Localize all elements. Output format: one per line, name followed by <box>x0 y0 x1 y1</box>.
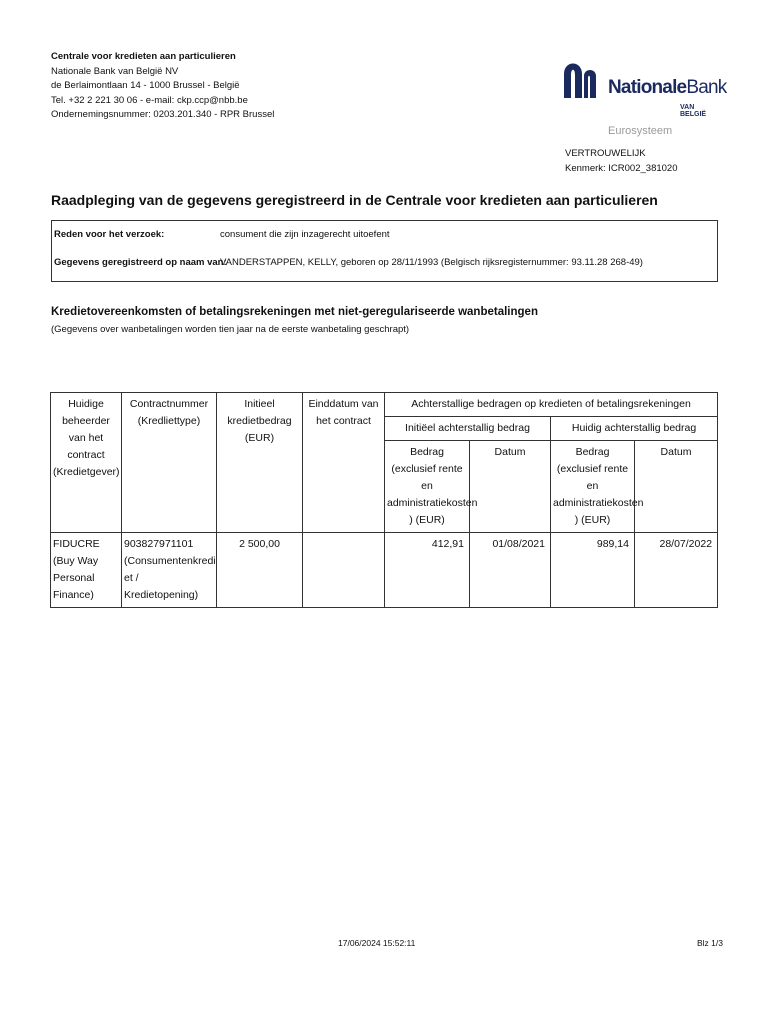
logo-word-main: Nationale <box>608 77 687 98</box>
logo-subtitle: VAN BELGIË <box>680 104 707 118</box>
header-current-arrears: Huidig achterstallig bedrag <box>551 417 718 441</box>
logo-word-light: Bank <box>686 77 727 98</box>
reason-label: Reden voor het verzoek: <box>54 229 165 240</box>
confidential-block <box>565 147 678 176</box>
header-initial-arrears: Initiëel achterstallig bedrag <box>385 417 551 441</box>
cell-manager: FIDUCRE (Buy Way Personal Finance) <box>51 533 122 608</box>
cell-current-amount: 989,14 <box>551 533 635 608</box>
name-label: Gegevens geregistreerd op naam van: <box>54 257 227 268</box>
reference-number: Kenmerk: ICR002_381020 <box>565 162 678 174</box>
cell-initial-amount: 412,91 <box>385 533 470 608</box>
section-note: (Gegevens over wanbetalingen worden tien jaar na de eerste wanbetaling geschrapt) <box>51 324 410 335</box>
header-amount: Initieel kredietbedrag (EUR) <box>217 393 303 533</box>
footer-timestamp: 17/06/2024 15:52:11 <box>338 938 416 948</box>
header-current-sum: Bedrag (exclusief rente en administratiekosten ) (EUR) <box>551 441 635 533</box>
reason-value: consument die zijn inzagerecht uitoefent <box>220 229 390 240</box>
document-title: Raadpleging van de gegevens geregistreerd in de Centrale voor kredieten aan particulieren <box>51 192 658 208</box>
header-initial-sum: Bedrag (exclusief rente en administratiekosten ) (EUR) <box>385 441 470 533</box>
sender-line-4: Ondernemingsnummer: 0203.201.340 - RPR Brussel <box>51 109 275 121</box>
sender-line-2: de Berlaimontlaan 14 - 1000 Brussel - België <box>51 80 240 92</box>
section-title: Kredietovereenkomsten of betalingsrekeningen met niet-geregulariseerde wanbetalingen <box>51 306 538 318</box>
header-current-date: Datum <box>635 441 718 533</box>
name-value: VANDERSTAPPEN, KELLY, geboren op 28/11/1993 (Belgisch rijksregisternummer: 93.11.28 268-49) <box>220 257 643 268</box>
nbb-logo <box>562 56 727 142</box>
header-contract: Contractnummer (Kredliettype) <box>122 393 217 533</box>
nbb-logo-icon <box>562 56 606 100</box>
request-info-box <box>51 220 718 282</box>
header-initial-date: Datum <box>470 441 551 533</box>
cell-current-date: 28/07/2022 <box>635 533 718 608</box>
logo-wordmark <box>608 77 726 99</box>
cell-amount: 2 500,00 <box>217 533 303 608</box>
sender-line-3: Tel. +32 2 221 30 06 - e-mail: ckp.ccp@nbb.be <box>51 94 248 106</box>
sender-block <box>51 50 274 123</box>
header-row-1 <box>51 393 718 417</box>
cell-initial-date: 01/08/2021 <box>470 533 551 608</box>
table-row <box>51 533 718 608</box>
header-end-date: Einddatum van het contract <box>303 393 385 533</box>
defaults-table <box>50 392 718 608</box>
header-arrears: Achterstallige bedragen op kredieten of betalingsrekeningen <box>385 393 718 417</box>
logo-eurosystem: Eurosysteem <box>608 125 673 137</box>
cell-end-date <box>303 533 385 608</box>
header-manager: Huidige beheerder van het contract (Kredietgever) <box>51 393 122 533</box>
page-number: Blz 1/3 <box>697 938 723 948</box>
sender-name: Centrale voor kredieten aan particulieren <box>51 51 236 62</box>
cell-contract: 903827971101 (Consumentenkredi et / Kredietopening) <box>122 533 217 608</box>
sender-line-1: Nationale Bank van België NV <box>51 65 179 77</box>
confidential-label: VERTROUWELIJK <box>565 148 646 159</box>
